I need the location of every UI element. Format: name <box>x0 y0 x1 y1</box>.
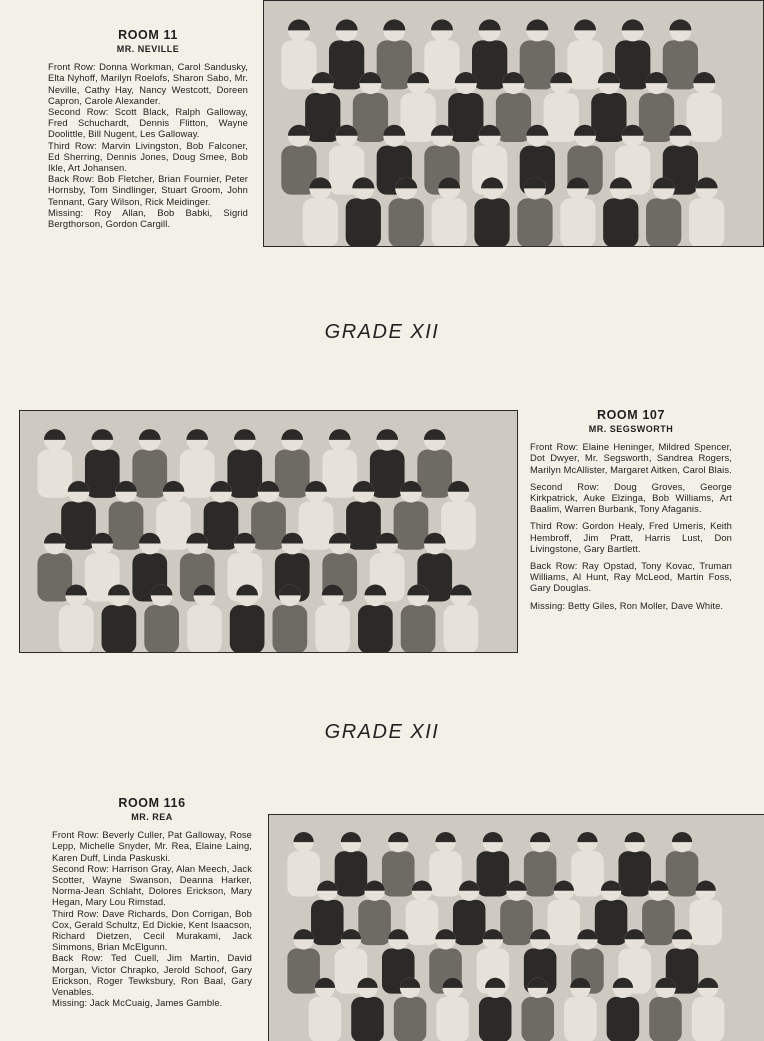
row-front: Front Row: Elaine Heninger, Mildred Spencer, Dot Dwyer, Mr. Segsworth, Sandrea Rogers, Marilyn McAllister, Margaret Aitken, Carol Blais. <box>530 441 732 475</box>
row-front: Front Row: Donna Workman, Carol Sandusky, Elta Nyhoff, Marilyn Roelofs, Sharon Sabo, Mr. Neville, Cathy Hay, Nancy Westcott, Doreen Capron, Carole Alexander. <box>48 61 248 106</box>
row-second: Second Row: Scott Black, Ralph Galloway, Fred Schuchardt, Dennis Flitton, Wayne Doolittle, Bill Nugent, Les Galloway. <box>48 106 248 140</box>
teacher-name: MR. NEVILLE <box>116 44 180 54</box>
room-title: ROOM 116 <box>118 796 186 810</box>
photo-illustration <box>20 411 517 652</box>
room-title: ROOM 11 <box>118 28 178 42</box>
class-photo-room-11 <box>263 0 764 247</box>
grade-heading-1: GRADE XII <box>324 321 440 343</box>
row-back: Back Row: Ted Cuell, Jim Martin, David Morgan, Victor Chrapko, Jerold Schoof, Gary Erickson, Roger Tewksbury, Ron Baal, Gary Venables. <box>52 952 252 998</box>
photo-illustration <box>264 1 763 246</box>
row-missing: Missing: Jack McCuaig, James Gamble. <box>52 997 223 1009</box>
teacher-name: MR. REA <box>131 812 173 822</box>
row-third: Third Row: Marvin Livingston, Bob Falconer, Ed Sherring, Dennis Jones, Doug Smee, Bob Ikle, Art Johansen. <box>48 139 248 174</box>
class-photo-room-107 <box>19 410 518 653</box>
caption-room-107 <box>530 408 732 611</box>
caption-room-116 <box>52 796 252 1008</box>
row-missing: Missing: Roy Allan, Bob Babki, Sigrid Bergthorson, Gordon Cargill. <box>48 206 248 230</box>
teacher-name: MR. SEGSWORTH <box>588 424 674 434</box>
row-third: Third Row: Gordon Healy, Fred Umeris, Keith Hembroff, Jim Pratt, Harris Lust, Don Livingstone, Gary Bartlett. <box>530 520 732 554</box>
row-missing: Missing: Betty Giles, Ron Moller, Dave White. <box>530 599 724 611</box>
row-third: Third Row: Dave Richards, Don Corrigan, Bob Cox, Gerald Schultz, Ed Dickie, Kent Isaacson, Richard Dietzen, Cecil Murakami, Jack Simmons, Brian McElgunn. <box>52 907 253 953</box>
room-title: ROOM 107 <box>596 408 665 422</box>
row-front: Front Row: Beverly Culler, Pat Galloway, Rose Lepp, Michelle Snyder, Mr. Rea, Elaine Laing, Karen Duff, Linda Paskuski. <box>52 829 252 863</box>
photo-illustration <box>269 815 764 1041</box>
class-photo-room-116 <box>268 814 764 1041</box>
grade-heading-2: GRADE XII <box>324 721 440 743</box>
row-back: Back Row: Ray Opstad, Tony Kovac, Truman Williams, Al Hunt, Ray McLeod, Martin Foss, Gary Douglas. <box>530 560 732 594</box>
caption-room-11 <box>48 28 248 229</box>
row-second: Second Row: Doug Groves, George Kirkpatrick, Auke Elzinga, Bob Williams, Art Baalim, Warren Burbank, Tony Afaganis. <box>530 480 732 515</box>
row-second: Second Row: Harrison Gray, Alan Meech, Jack Scotter, Wayne Swanson, Deanna Harker, Norma-Jean Schlaht, Dolores Erickson, Mary Hegan, Mary Lou Rimstad. <box>52 862 252 908</box>
row-back: Back Row: Bob Fletcher, Brian Fournier, Peter Hornsby, Tom Sindlinger, Stuart Groom, John Tennant, Gary Wilson, Rick Meidinger. <box>48 173 248 207</box>
